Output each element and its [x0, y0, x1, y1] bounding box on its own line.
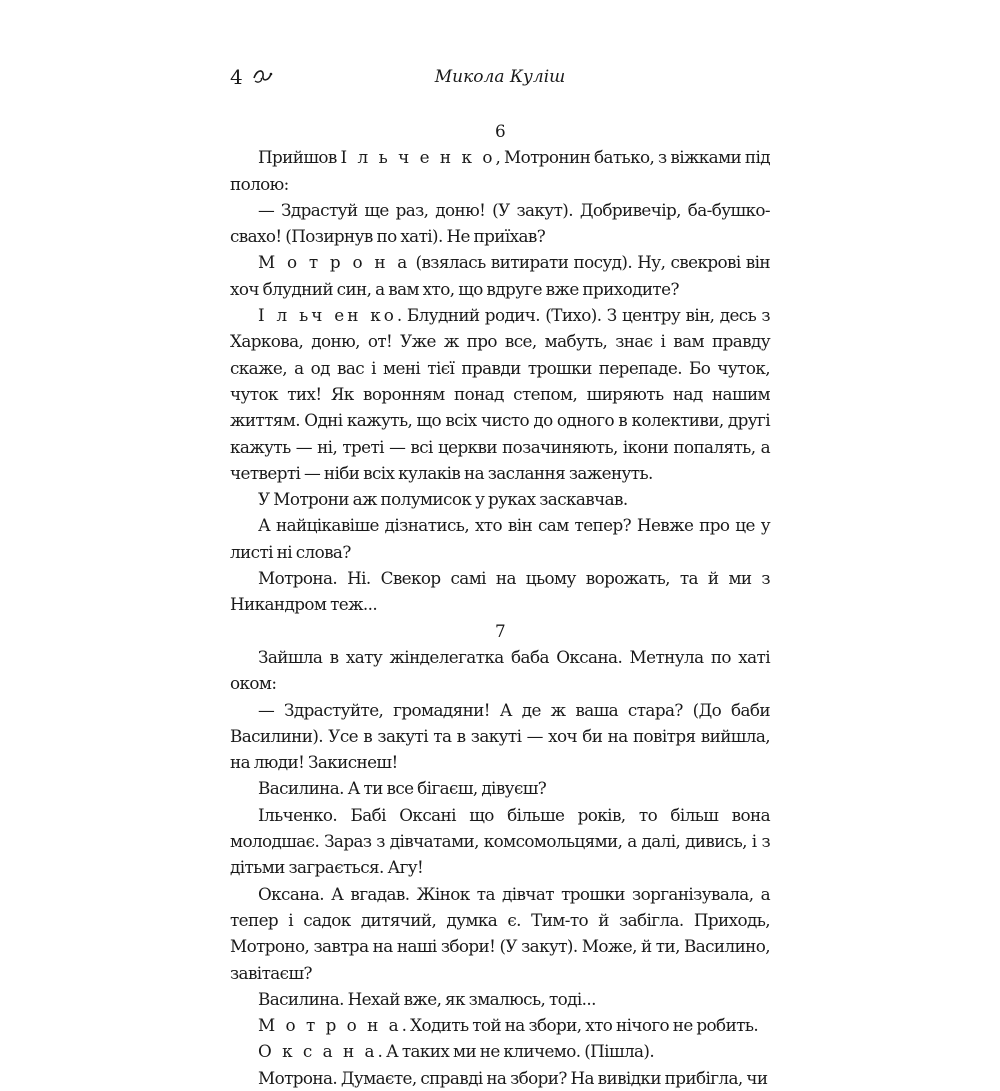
section-number: 6	[494, 121, 506, 141]
running-head: Микола Куліш	[434, 67, 566, 87]
paragraph	[230, 144, 770, 197]
speaker-name: І л ьч ен ко	[258, 305, 397, 326]
paragraph: — Здрастуй ще раз, доню! (У закут). Добривечір, ба-бушко-свахо! (Позирнув по хаті). Не приїхав?	[230, 199, 770, 247]
paragraph: Василина. А ти все бігаєш, дівуєш?	[258, 778, 547, 799]
paragraph-text: (взялась витирати посуд). Ну, свекрові він хоч блудний син, а вам хто, що вдруге вже приходите?	[230, 252, 770, 299]
page-header	[230, 62, 770, 92]
paragraph-text: . Блудний родич. (Тихо). З центру він, десь з Харкова, доню, от! Уже ж про все, мабуть, знає і вам правду скаже, а од вас і мені тієї правди трошки перепаде. Бо чуток, чуток тих! Як воронням понад степом, ширяють над нашим життям. Одні кажуть, що всіх чисто до одного в колективи, другі кажуть — ні, треті — всі церкви позачиняють, ікони попалять, а четверті — ніби всіх кулаків на заслання заженуть.	[230, 305, 770, 483]
paragraph: А найцікавіше дізнатись, хто він сам тепер? Невже про це у листі ні слова?	[230, 515, 770, 562]
speaker-name: М о т р о н а	[258, 252, 411, 273]
paragraph-text: . А таких ми не кличемо. (Пішла).	[377, 1041, 655, 1062]
paragraph: Василина. Нехай вже, як змалюсь, тоді...	[258, 988, 596, 1009]
speaker-name: І л ь ч е н к о	[340, 147, 496, 168]
paragraph	[230, 1038, 770, 1064]
paragraph-lead: Прийшов	[258, 147, 341, 168]
paragraph: — Здрастуйте, громадяни! А де ж ваша стара? (До баби Василини). Усе в закуті та в закуті — хоч би на повітря вийшла, на люди! Закиснеш!	[230, 699, 770, 773]
section-number: 7	[494, 620, 506, 641]
paragraph-text: . Ходить той на збори, хто нічого не робить.	[401, 1015, 759, 1036]
paragraph: Мотрона. Думаєте, справді на збори? На вивідки прибігла, чи	[258, 1067, 768, 1088]
paragraph-text: , Мотронин батько, з віжками під полою:	[230, 147, 771, 194]
paragraph: Оксана. А вгадав. Жінок та дівчат трошки зорганізувала, а тепер і садок дитячий, думка є. Тим-то й забігла. Приходь, Мотроно, завтра на наші збори! (У закут). Може, й ти, Василино, завітаєш?	[230, 883, 770, 983]
paragraph	[230, 249, 770, 302]
page-number: 4	[230, 65, 243, 89]
speaker-name: М о т р о н а	[258, 1015, 402, 1036]
paragraph: Зайшла в хату жінделегатка баба Оксана. Метнула по хаті оком:	[230, 646, 770, 694]
paragraph	[230, 302, 770, 486]
paragraph: Ільченко. Бабі Оксані що більше років, то більш вона молодшає. Зараз з дівчатами, комсомольцями, а далі, дивись, і з дітьми заграється. Агу!	[230, 804, 770, 878]
speaker-name: О к с а н а	[258, 1041, 378, 1062]
paragraph	[230, 1012, 770, 1038]
paragraph: Мотрона. Ні. Свекор самі на цьому ворожать, та й ми з Никандром теж...	[230, 568, 770, 615]
paragraph: У Мотрони аж полумисок у руках заскавчав.	[258, 489, 628, 510]
page-text	[230, 118, 770, 1091]
